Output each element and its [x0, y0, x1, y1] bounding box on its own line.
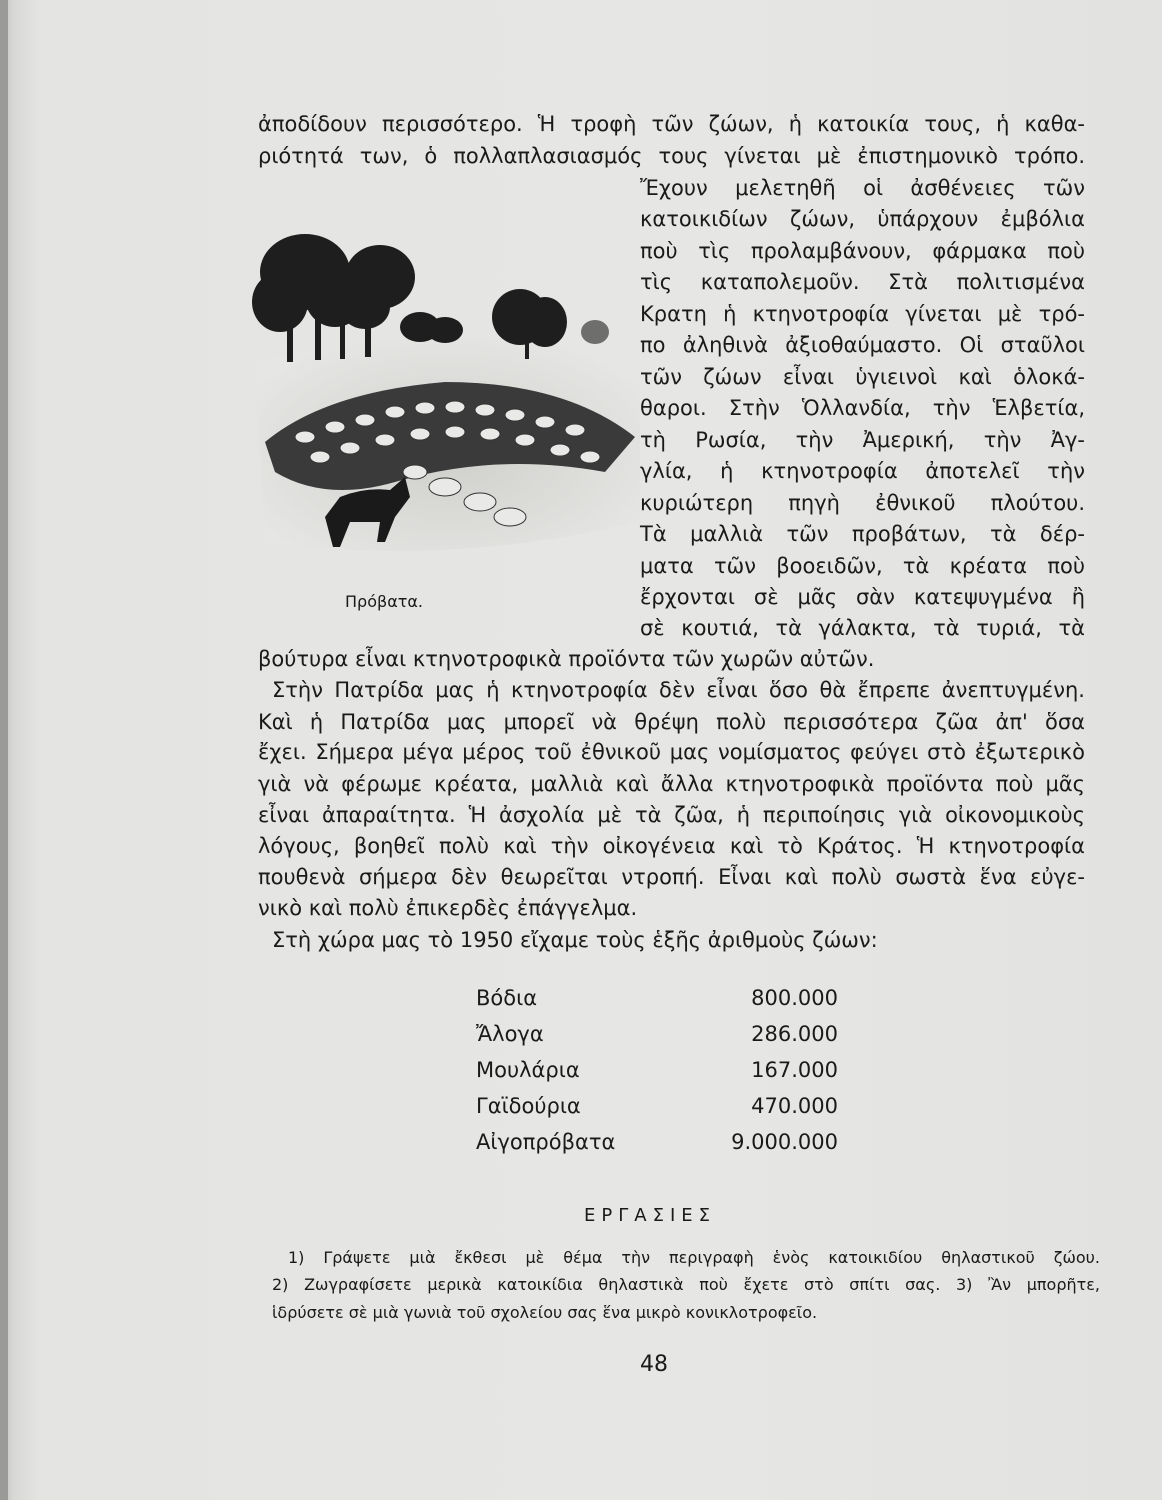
text-line: πο ἀληθινὰ ἀξιοθαύμαστο. Οἱ σταῦλοι [640, 333, 1085, 357]
text-line: ἔχει. Σήμερα μέγα μέρος τοῦ ἐθνικοῦ μας νομίσματος φεύγει στὸ ἐξωτερικὸ [258, 740, 1085, 764]
text-line: λόγους, βοηθεῖ πολὺ καὶ τὴν οἰκογένεια καὶ τὸ Κράτος. Ἡ κτηνοτροφία [258, 834, 1085, 858]
text-line: θαροι. Στὴν Ὁλλανδία, τὴν Ἑλβετία, [640, 396, 1085, 420]
page-binding-edge [0, 0, 8, 1500]
text-line: πουθενὰ σήμερα δὲν θεωρεῖται ντροπή. Εἶναι καὶ πολὺ σωστὰ ἕνα εὐγε- [258, 865, 1085, 889]
text-line: ματα τῶν βοοειδῶν, τὰ κρέατα ποὺ [640, 554, 1085, 578]
text-line: ἀποδίδουν περισσότερο. Ἡ τροφὴ τῶν ζώων, ἡ κατοικία τους, ἡ καθα- [258, 112, 1085, 136]
exercise-line: 1) Γράψετε μιὰ ἔκθεσι μὲ θέμα τὴν περιγραφὴ ἑνὸς κατοικιδίου θηλαστικοῦ ζώου. [288, 1248, 1100, 1267]
exercise-line: ἱδρύσετε σὲ μιὰ γωνιὰ τοῦ σχολείου σας ἕνα μικρὸ κονικλοτροφεῖο. [272, 1303, 818, 1322]
animal-count: 286.000 [751, 1022, 838, 1046]
text-line: Ἔχουν μελετηθῆ οἱ ἀσθένειες τῶν [640, 176, 1085, 200]
sheep-illustration [245, 222, 645, 567]
exercise-line: 2) Ζωγραφίσετε μερικὰ κατοικίδια θηλαστικὰ ποὺ ἔχετε στὸ σπίτι σας. 3) Ἂν μπορῆτε, [272, 1275, 1100, 1294]
figure-caption: Πρόβατα. [345, 592, 423, 611]
text-line: ριότητά των, ὁ πολλαπλασιασμός τους γίνεται μὲ ἐπιστημονικὸ τρόπο. [258, 144, 1085, 168]
animal-count: 800.000 [751, 986, 838, 1010]
animal-name: Βόδια [476, 986, 538, 1010]
text-line: κατοικιδίων ζώων, ὑπάρχουν ἐμβόλια [640, 207, 1085, 231]
table-row [476, 1056, 838, 1084]
text-line: εἶναι ἀπαραίτητα. Ἡ ἀσχολία μὲ τὰ ζῶα, ἡ περιποίησις γιὰ οἰκονομικοὺς [258, 803, 1085, 827]
table-row [476, 1128, 838, 1156]
text-line: κυριώτερη πηγὴ ἐθνικοῦ πλούτου. [640, 491, 1085, 515]
animal-name: Αἰγοπρόβατα [476, 1130, 616, 1154]
text-line: ποὺ τὶς προλαμβάνουν, φάρμακα ποὺ [640, 239, 1085, 263]
animal-count: 167.000 [751, 1058, 838, 1082]
text-line: Στὴν Πατρίδα μας ἡ κτηνοτροφία δὲν εἶναι ὅσο θὰ ἔπρεπε ἀνεπτυγμένη. [272, 678, 1085, 702]
table-row [476, 1092, 838, 1120]
animal-name: Γαϊδούρια [476, 1094, 581, 1118]
animal-name: Ἄλογα [476, 1022, 544, 1046]
animal-name: Μουλάρια [476, 1058, 580, 1082]
animal-count: 9.000.000 [731, 1130, 838, 1154]
text-line: ἔρχονται σὲ μᾶς σὰν κατεψυγμένα ἢ [640, 585, 1085, 609]
exercises-heading: ΕΡΓΑΣΙΕΣ [584, 1205, 716, 1226]
text-line: τὶς καταπολεμοῦν. Στὰ πολιτισμένα [640, 270, 1085, 294]
text-line: Στὴ χώρα μας τὸ 1950 εἴχαμε τοὺς ἑξῆς ἀριθμοὺς ζώων: [272, 928, 878, 952]
text-line: τὴ Ρωσία, τὴν Ἀμερική, τὴν Ἀγ- [640, 428, 1085, 452]
text-line: Τὰ μαλλιὰ τῶν προβάτων, τὰ δέρ- [640, 522, 1085, 546]
text-line: γλία, ἡ κτηνοτροφία ἀποτελεῖ τὴν [640, 459, 1085, 483]
text-line: Κρατη ἡ κτηνοτροφία γίνεται μὲ τρό- [640, 302, 1085, 326]
table-row [476, 984, 838, 1012]
table-row [476, 1020, 838, 1048]
text-line: νικὸ καὶ πολὺ ἐπικερδὲς ἐπάγγελμα. [258, 896, 638, 920]
text-line: Καὶ ἡ Πατρίδα μας μπορεῖ νὰ θρέψη πολὺ περισσότερα ζῶα ἀπ' ὅσα [258, 710, 1085, 734]
text-line: τῶν ζώων εἶναι ὑγιεινοὶ καὶ ὁλοκά- [640, 365, 1085, 389]
page-number: 48 [640, 1352, 668, 1377]
text-line: γιὰ νὰ φέρωμε κρέατα, μαλλιὰ καὶ ἄλλα κτηνοτροφικὰ προϊόντα ποὺ μᾶς [258, 772, 1085, 796]
animal-count: 470.000 [751, 1094, 838, 1118]
text-line: σὲ κουτιά, τὰ γάλακτα, τὰ τυριά, τὰ [640, 616, 1085, 640]
text-line: βούτυρα εἶναι κτηνοτροφικὰ προϊόντα τῶν χωρῶν αὐτῶν. [258, 647, 875, 671]
